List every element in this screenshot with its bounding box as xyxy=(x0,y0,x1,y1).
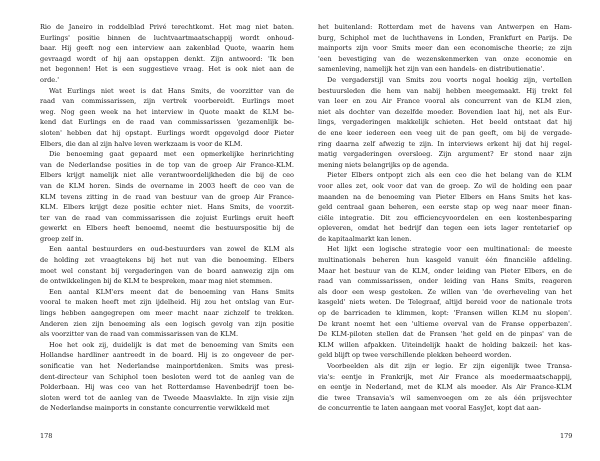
text-line: geld blijft op twee verschillende plekken beheerd worden. xyxy=(318,351,512,360)
text-line: weg. Nog geen week na het interview in Quote maakt de KLM be- xyxy=(40,107,294,116)
text-line: baar. Hij geeft nog een interview aan zakenblad Quote, waarin hem xyxy=(40,44,294,53)
text-line: sloten werd tot de aanleg van de Tweede Maasvlakte. In zijn visie zijn xyxy=(40,393,294,402)
text-line: Een aantal bestuurders en oud-bestuurders van zowel de KLM als xyxy=(49,245,294,254)
text-line: Eurlings' positie binnen de luchtvaartmaatschappij wordt onhoud- xyxy=(40,33,294,42)
text-line: mainports zijn voor Smits meer dan een economische theorie; ze zijn xyxy=(318,44,572,53)
text-line: kend dat Eurlings en de raad van commissarissen 'gezamenlijk be- xyxy=(40,118,294,127)
text-line: Hoe het ook zij, duidelijk is dat met de benoeming van Smits een xyxy=(49,340,294,349)
text-line: Pieter Elbers ontpopt zich als een ceo die het belang van de KLM xyxy=(327,171,572,180)
text-line: gewerkt en Elbers heeft benoemd, neemt die bestuurspositie bij de xyxy=(40,224,294,233)
text-line: Maar het bestuur van de KLM, onder leiding van Pieter Elbers, en de xyxy=(318,266,572,275)
text-line: mening niets belangrijks op de agenda. xyxy=(318,160,449,169)
text-line: ciële integratie. Dit zou efficiencyvoordelen en een kostenbesparing xyxy=(318,213,572,222)
text-line: de holding zet vraagtekens bij het nut van die benoeming. Elbers xyxy=(40,256,294,265)
text-line: sonificatie van het Nederlandse mainportdenken. Smits was presi- xyxy=(40,362,294,370)
text-line: burg, Schiphol met de luchthavens in Londen, Frankfurt en Parijs. De xyxy=(318,33,572,42)
text-line: kasgeld' niets weten. De Telegraaf, altijd bereid voor de nationale trots xyxy=(318,298,572,307)
text-line: opleveren, omdat het bedrijf dan tegen een iets lager rentetarief op xyxy=(318,224,572,233)
text-line: van leer en zou Air France vooral als concurrent van de KLM zien, xyxy=(318,97,572,106)
text-line: raad van commissarissen, zijn vertrek voorbereidt. Eurlings moet xyxy=(40,97,294,106)
text-line: Het lijkt een logische strategie voor een multinational: de meeste xyxy=(327,245,572,254)
text-line: lings, vergaderingen makkelijk schieten. Het beeld ontstaat dat hij xyxy=(318,118,572,127)
text-line: gevraagd wordt of hij aan opstappen denkt. Zijn antwoord: 'Ik ben xyxy=(40,54,294,63)
text-line: via's: eentje in Frankrijk, met Air France als moedermaatschappij, xyxy=(318,372,572,381)
left-page xyxy=(40,22,294,414)
text-line: ter van de raad van commissarissen die zojuist Eurlings eruit heeft xyxy=(40,213,294,222)
text-line: net begonnen! Het is een suggestieve vraag. Het is ook niet aan de xyxy=(40,65,294,74)
text-line: De vergaderstijl van Smits zou voorts nogal hoekig zijn, vertellen xyxy=(327,75,572,84)
text-line: orde.' xyxy=(40,75,60,84)
text-line: het buitenland: Rotterdam met de havens van Antwerpen en Ham- xyxy=(318,23,572,31)
text-line: voor alles zet, ook voor dat van de groep. Zo wil de holding een paar xyxy=(318,181,572,190)
text-line: de concurrentie te laten aangaan met vooral EasyJet, kopt dat aan- xyxy=(318,404,542,413)
text-line: multinationals beheren hun kasgeld vanuit één financiële afdeling. xyxy=(318,256,572,265)
text-line: KLM. Elbers krijgt deze positie echter niet. Hans Smits, de voorzit- xyxy=(40,203,294,212)
text-line: Elbers krijgt namelijk niet alle verantwoordelijkheden die bij de ceo xyxy=(40,171,294,180)
text-line: de ontwikkelingen bij de KLM te bespreken, maar mag niet stemmen. xyxy=(40,277,273,286)
text-line: De KLM-piloten stellen dat de Fransen 'het geld en de pinpas' van de xyxy=(318,330,572,339)
text-line: Voorbeelden als dit zijn er legio. Er zijn eigenlijk twee Transa- xyxy=(327,362,572,370)
text-line: lings hebben aangegrepen om meer macht naar zichzelf te trekken. xyxy=(40,309,294,318)
text-line: KLM tevens zitting in de raad van bestuur van de groep Air France- xyxy=(40,192,294,201)
text-line: moet wel constant bij vergaderingen van de board aanwezig zijn om xyxy=(40,266,294,275)
text-line: Wat Eurlings niet weet is dat Hans Smits, de voorzitter van de xyxy=(49,86,294,95)
text-line: die twee Transavia's wil samenvoegen om ze als één prijsvechter xyxy=(318,393,572,402)
text-line: matig vergaderingen oversloeg. Zijn argument? Er stond naar zijn xyxy=(318,150,572,159)
text-line: maanden na de benoeming van Pieter Elbers en Hans Smits het kas- xyxy=(318,192,572,201)
text-line: als voorzitter van de raad van commissarissen van de KLM. xyxy=(40,330,239,339)
text-line: sloten' hebben dat hij opstapt. Eurlings wordt opgevolgd door Pieter xyxy=(40,128,294,137)
text-line: Elbers, die dan al zijn halve leven werkzaam is voor de KLM. xyxy=(40,139,243,148)
text-line: als door een wesp gestoken. Ze willen van 'de overheveling van het xyxy=(318,287,572,296)
text-line: ring daarna zelf afwezig te zijn. In interviews erkent hij dat hij regel- xyxy=(318,139,572,148)
text-line: raad van commissarissen, onder leiding van Hans Smits, reageren xyxy=(318,277,572,286)
text-line: Hollandse hardliner aantreedt in de board. Hij is zo ongeveer de per- xyxy=(40,351,294,360)
text-line: bestuursleden die hem van nabij hebben meegemaakt. Hij trekt fel xyxy=(318,86,572,95)
text-line: op de barricaden te klimmen, kopt: 'Fransen willen KLM nu slopen'. xyxy=(318,309,572,318)
text-line: de Nederlandse mainports in constante concurrentie verwikkeld met xyxy=(40,404,270,413)
text-line: Anderen zien zijn benoeming als een logisch gevolg van zijn positie xyxy=(40,319,294,328)
text-line: van de Nederlandse posities in de top van de groep Air France-KLM. xyxy=(40,160,294,169)
text-line: samenleving, namelijk het zijn van een handels- en distributienatie'. xyxy=(318,65,545,74)
text-line: dent-directeur van Schiphol toen besloten werd tot de aanleg van de xyxy=(40,372,294,381)
text-line: 'een bevestiging van de wezenskenmerken van onze economie en xyxy=(318,54,572,63)
text-line: Een aantal KLM'ers meent dat de benoeming van Hans Smits xyxy=(49,287,294,296)
text-line: Polderbaan. Hij was ceo van het Rotterdamse Havenbedrijf toen be- xyxy=(40,383,294,392)
text-line: De krant noemt het een 'ultieme overval van de Franse opperbazen'. xyxy=(318,319,572,328)
text-line: niet als dochter van dezelfde moeder. Bovendien laat hij, net als Eur- xyxy=(318,107,572,116)
text-line: en eentje in Nederland, met de KLM als moeder. Als Air France-KLM xyxy=(318,383,572,392)
page-number-right: 179 xyxy=(560,432,573,440)
text-line: KLM willen afpakken. Uiteindelijk haakt de holding bakzeil: het kas- xyxy=(318,340,572,349)
right-page xyxy=(318,22,572,414)
text-line: groep zelf in. xyxy=(40,234,84,243)
page-number-left: 178 xyxy=(40,432,53,440)
text-line: vooral te maken heeft met zijn ijdelheid. Hij zou het ontslag van Eur- xyxy=(40,298,294,307)
text-line: Die benoeming gaat gepaard met een opmerkelijke herinrichting xyxy=(49,150,294,159)
text-line: de ene keer iedereen een veeg uit de pan geeft, om bij de vergade- xyxy=(318,128,572,137)
text-line: Rio de Janeiro in roddelblad Privé terechtkomt. Het mag niet baten. xyxy=(40,23,294,31)
text-line: van de KLM horen. Sinds de overname in 2003 heeft de ceo van de xyxy=(40,181,294,190)
text-line: geld centraal gaan beheren, een eerste stap op weg naar meer finan- xyxy=(318,203,572,212)
text-line: de kapitaalmarkt kan lenen. xyxy=(318,234,412,243)
